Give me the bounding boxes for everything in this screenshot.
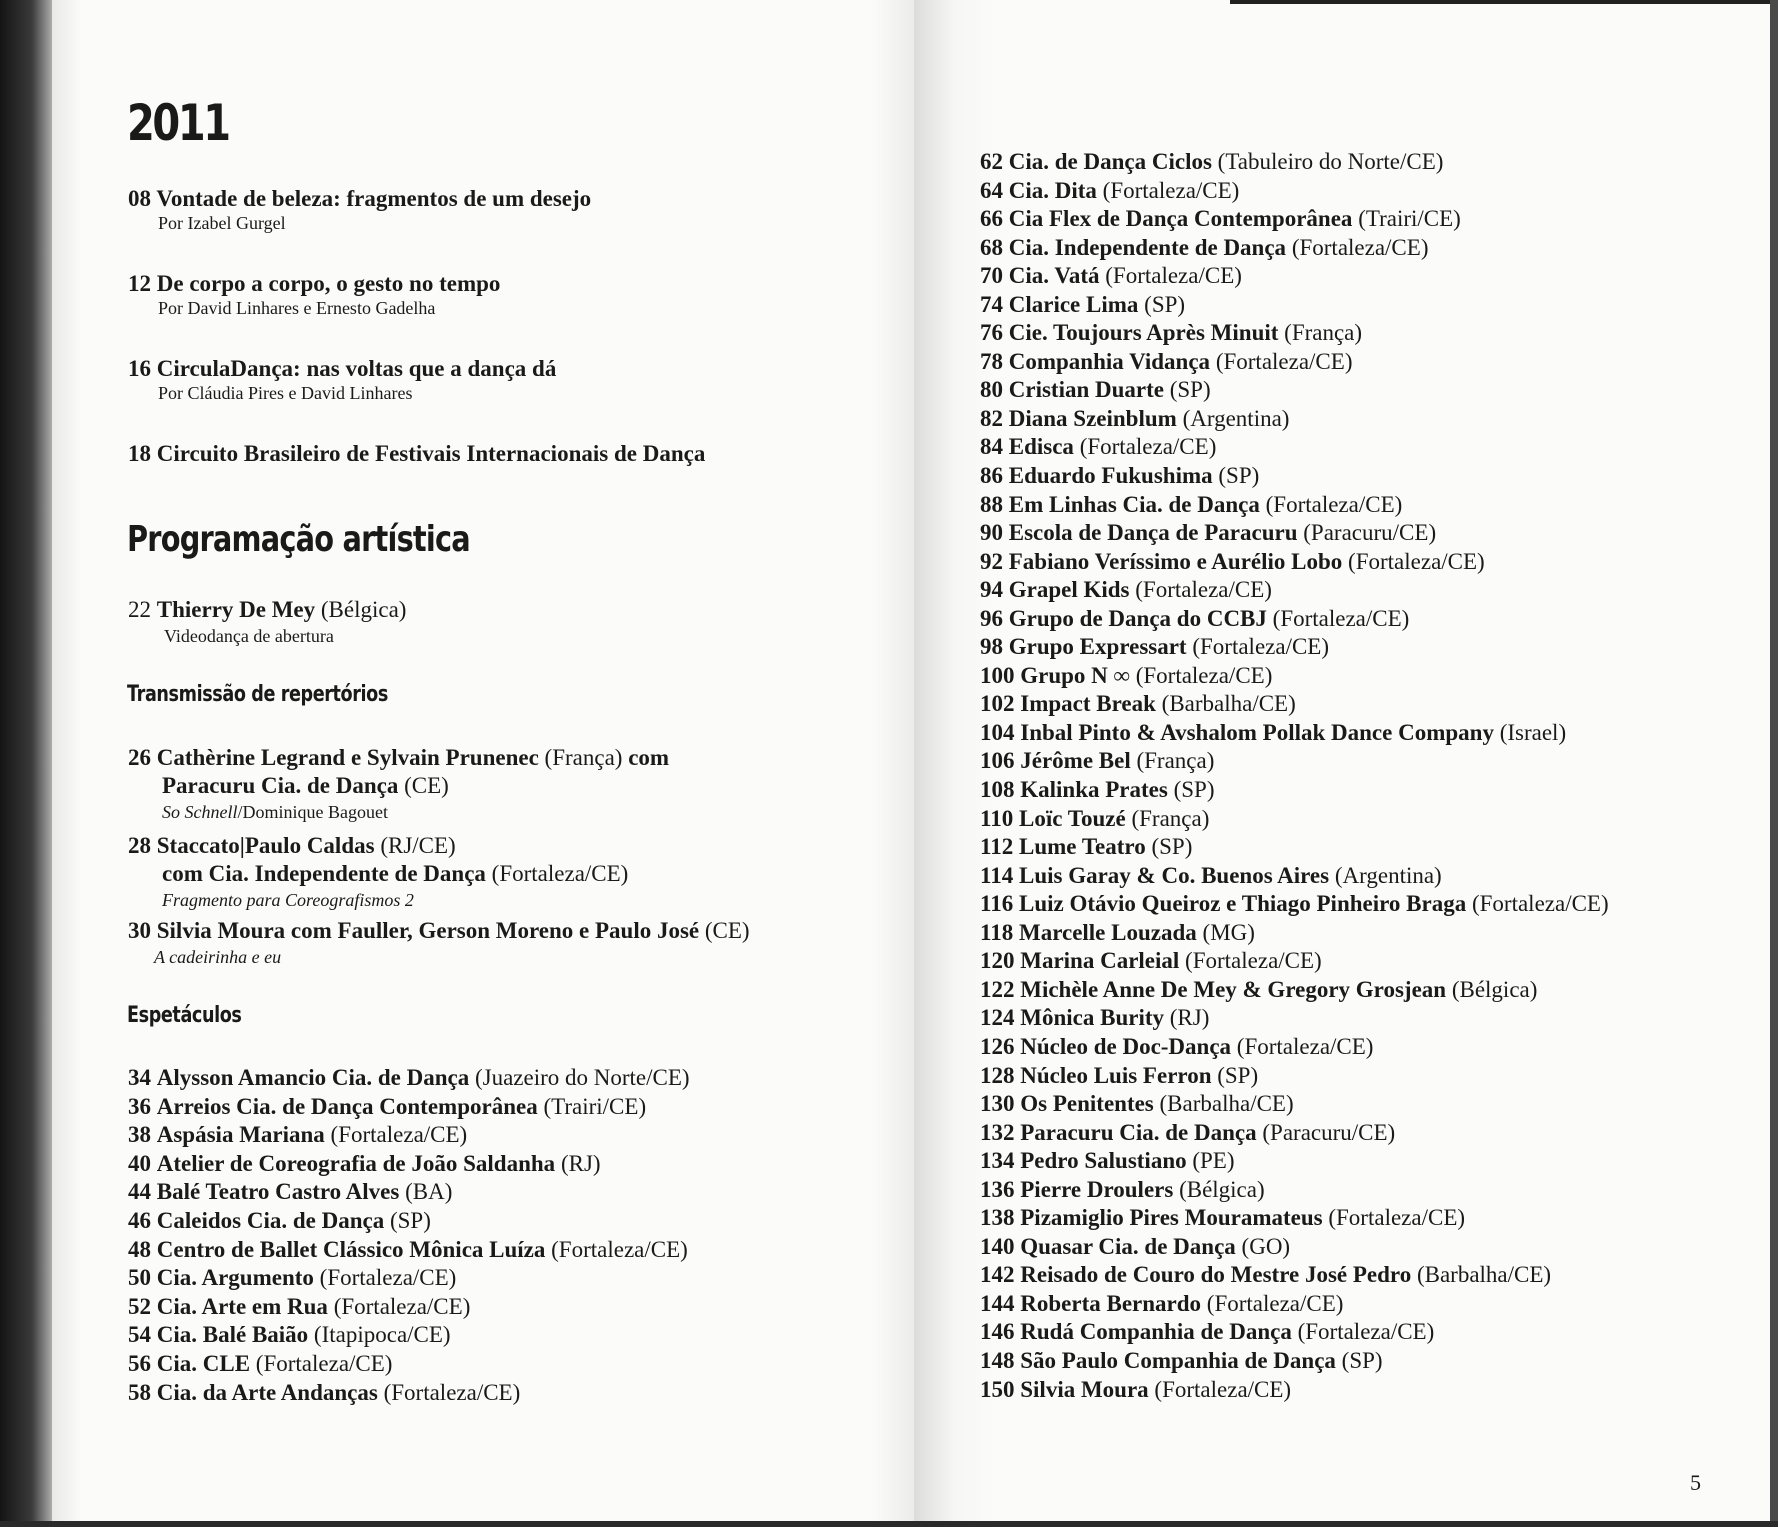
item-location: (Fortaleza/CE) [1185, 948, 1322, 974]
item-page-number: 116 [980, 891, 1014, 917]
performance-list-item [980, 1090, 1609, 1119]
item-location: (Fortaleza/CE) [1297, 1319, 1435, 1345]
item-company-name: Lume Teatro [1018, 834, 1146, 860]
article-entry [128, 440, 705, 468]
performance-list-item [980, 348, 1609, 377]
item-page-number: 122 [980, 976, 1015, 1002]
item-page-number: 104 [980, 719, 1015, 745]
item-location: (SP) [389, 1207, 431, 1233]
item-location: (BA) [405, 1179, 453, 1205]
item-page-number: 58 [128, 1379, 151, 1405]
item-company-name: Cristian Duarte [1008, 377, 1164, 403]
item-company-name: Fabiano Veríssimo e Aurélio Lobo [1008, 548, 1343, 574]
item-location: (Fortaleza/CE) [319, 1265, 457, 1291]
item-location: (GO) [1241, 1233, 1291, 1259]
performance-list-item [980, 1119, 1609, 1148]
performance-list-item [980, 833, 1609, 862]
performances-list-right [980, 148, 1609, 1404]
item-company-name: Caleidos Cia. de Dança [156, 1207, 385, 1233]
item-page-number: 84 [980, 434, 1003, 460]
item-company-name: Quasar Cia. de Dança [1020, 1233, 1236, 1259]
article-title: 08 Vontade de beleza: fragmentos de um desejo [128, 186, 592, 211]
repertoire-entry: 26 Cathèrine Legrand e Sylvain Prunenec (França) com Paracuru Cia. de Dança (CE) So Schnell/Dominique Bagouet [128, 745, 670, 822]
item-location: (Bélgica) [1179, 1176, 1265, 1202]
item-location: (MG) [1202, 919, 1255, 945]
performance-list-item [980, 662, 1609, 691]
item-page-number: 78 [980, 348, 1003, 374]
item-location: (França) [1284, 320, 1363, 346]
performance-list-item [128, 1207, 690, 1236]
item-company-name: Edisca [1008, 434, 1074, 460]
item-location: (Fortaleza/CE) [1236, 1033, 1374, 1059]
item-page-number: 40 [128, 1150, 151, 1176]
item-page-number: 98 [980, 634, 1003, 660]
performance-list-item [980, 1290, 1609, 1319]
item-location: (Paracuru/CE) [1262, 1119, 1396, 1145]
performance-list-item [128, 1093, 690, 1122]
page-number: 5 [1690, 1470, 1701, 1495]
performance-list-item [128, 1379, 690, 1408]
item-company-name: Aspásia Mariana [156, 1122, 325, 1148]
performance-list-item [980, 1204, 1609, 1233]
item-location: (SP) [1173, 777, 1215, 803]
performance-list-item [980, 177, 1609, 206]
performance-list-item [980, 776, 1609, 805]
item-page-number: 54 [128, 1322, 151, 1348]
item-company-name: Grupo N ∞ [1020, 662, 1130, 688]
item-location: (Fortaleza/CE) [1215, 348, 1353, 374]
performance-list-item [980, 519, 1609, 548]
item-company-name: Loïc Touzé [1018, 805, 1126, 831]
performance-list-item [980, 1176, 1609, 1205]
item-page-number: 134 [980, 1148, 1015, 1174]
item-location: (SP) [1169, 377, 1211, 403]
item-company-name: Cia. Dita [1008, 177, 1097, 203]
item-company-name: Clarice Lima [1008, 291, 1139, 317]
item-location: (Fortaleza/CE) [1154, 1376, 1292, 1402]
item-location: (Fortaleza/CE) [383, 1379, 521, 1405]
item-company-name: Silvia Moura [1020, 1376, 1149, 1402]
item-location: (Fortaleza/CE) [1135, 577, 1272, 603]
performance-list-item [128, 1321, 690, 1350]
item-page-number: 56 [128, 1350, 151, 1376]
item-company-name: Roberta Bernardo [1020, 1290, 1202, 1316]
item-company-name: Cia. Balé Baião [156, 1322, 309, 1348]
item-company-name: Arreios Cia. de Dança Contemporânea [156, 1093, 538, 1119]
item-page-number: 114 [980, 862, 1014, 888]
performance-list-item [128, 1264, 690, 1293]
performance-list-item [980, 1062, 1609, 1091]
item-company-name: Centro de Ballet Clássico Mônica Luíza [156, 1236, 546, 1262]
item-location: (Fortaleza/CE) [1135, 662, 1273, 688]
performance-list-item [980, 747, 1609, 776]
item-location: (Fortaleza/CE) [255, 1350, 393, 1376]
item-company-name: Núcleo de Doc-Dança [1020, 1033, 1232, 1059]
year-heading: 2011 [127, 94, 229, 152]
item-company-name: Grupo de Dança do CCBJ [1008, 605, 1267, 631]
item-company-name: São Paulo Companhia de Dança [1020, 1347, 1336, 1373]
article-author: Por Izabel Gurgel [158, 212, 286, 233]
performance-list-item [980, 862, 1609, 891]
article-title: 18 Circuito Brasileiro de Festivais Internacionais de Dança [128, 441, 706, 466]
item-location: (Trairi/CE) [1358, 206, 1461, 232]
repertoire-entry: 30 Silvia Moura com Fauller, Gerson Moreno e Paulo José (CE) A cadeirinha e eu [128, 918, 750, 967]
right-edge-shadow [1770, 0, 1778, 1527]
performance-list-item [980, 262, 1609, 291]
section-heading-programacao: Programação artística [127, 519, 470, 560]
performance-list-item [980, 291, 1609, 320]
item-location: (RJ) [560, 1150, 601, 1176]
opening-entry: 22 Thierry De Mey (Bélgica) Videodança de abertura [128, 597, 407, 646]
performance-list-item [980, 633, 1609, 662]
item-page-number: 108 [980, 777, 1015, 803]
performance-list-item [980, 462, 1609, 491]
item-page-number: 138 [980, 1205, 1015, 1231]
item-location: (Argentina) [1182, 405, 1290, 431]
item-company-name: Cia. Argumento [156, 1265, 314, 1291]
item-page-number: 52 [128, 1293, 151, 1319]
item-location: (SP) [1217, 1062, 1259, 1088]
item-page-number: 120 [980, 948, 1015, 974]
item-page-number: 142 [980, 1262, 1015, 1288]
item-page-number: 50 [128, 1265, 151, 1291]
performance-list-item [980, 548, 1609, 577]
item-location: (SP) [1151, 834, 1193, 860]
subsection-heading-espetaculos: Espetáculos [127, 1003, 242, 1028]
item-location: (RJ) [1169, 1005, 1210, 1031]
item-page-number: 128 [980, 1062, 1015, 1088]
item-company-name: Michèle Anne De Mey & Gregory Grosjean [1020, 976, 1447, 1002]
item-location: (Fortaleza/CE) [1272, 605, 1410, 631]
item-page-number: 112 [980, 834, 1014, 860]
item-page-number: 100 [980, 662, 1015, 688]
item-location: (Fortaleza/CE) [1291, 234, 1429, 260]
item-location: (Tabuleiro do Norte/CE) [1217, 149, 1444, 174]
item-page-number: 88 [980, 491, 1003, 517]
item-page-number: 86 [980, 463, 1003, 489]
item-page-number: 124 [980, 1005, 1015, 1031]
top-edge-shadow [1230, 0, 1778, 4]
item-company-name: Jérôme Bel [1020, 748, 1131, 774]
item-location: (Barbalha/CE) [1416, 1262, 1552, 1288]
item-page-number: 148 [980, 1347, 1015, 1373]
item-page-number: 70 [980, 263, 1003, 289]
item-company-name: Balé Teatro Castro Alves [156, 1179, 400, 1205]
item-company-name: Diana Szeinblum [1008, 405, 1177, 431]
item-page-number: 80 [980, 377, 1003, 403]
item-location: (PE) [1192, 1148, 1235, 1174]
item-page-number: 90 [980, 520, 1003, 546]
item-page-number: 66 [980, 206, 1003, 232]
item-location: (Paracuru/CE) [1303, 520, 1437, 546]
item-page-number: 126 [980, 1033, 1015, 1059]
item-page-number: 46 [128, 1207, 151, 1233]
performance-list-item [980, 1033, 1609, 1062]
item-company-name: Luiz Otávio Queiroz e Thiago Pinheiro Braga [1018, 891, 1467, 917]
item-page-number: 48 [128, 1236, 151, 1262]
item-company-name: Os Penitentes [1020, 1091, 1154, 1117]
item-company-name: Cia. Independente de Dança [1008, 234, 1287, 260]
item-page-number: 110 [980, 805, 1014, 831]
item-company-name: Grupo Expressart [1008, 634, 1187, 660]
item-page-number: 62 [980, 149, 1003, 174]
item-company-name: Cia. de Dança Ciclos [1008, 149, 1212, 174]
item-location: (Fortaleza/CE) [1102, 177, 1240, 203]
article-entry [128, 355, 556, 404]
performance-list-item [128, 1064, 690, 1093]
item-company-name: Cia Flex de Dança Contemporânea [1008, 206, 1353, 232]
item-company-name: Cie. Toujours Après Minuit [1008, 320, 1279, 346]
item-company-name: Marina Carleial [1020, 948, 1180, 974]
item-page-number: 144 [980, 1290, 1015, 1316]
item-company-name: Luis Garay & Co. Buenos Aires [1018, 862, 1330, 888]
subsection-heading-transmissao: Transmissão de repertórios [127, 682, 388, 707]
performance-list-item [980, 1261, 1609, 1290]
item-page-number: 44 [128, 1179, 151, 1205]
item-page-number: 136 [980, 1176, 1015, 1202]
performance-list-item [980, 205, 1609, 234]
item-company-name: Companhia Vidança [1008, 348, 1211, 374]
bottom-edge-shadow [0, 1521, 1778, 1527]
item-company-name: Rudá Companhia de Dança [1020, 1319, 1292, 1345]
item-location: (Fortaleza/CE) [1328, 1205, 1466, 1231]
item-company-name: Núcleo Luis Ferron [1020, 1062, 1212, 1088]
item-company-name: Atelier de Coreografia de João Saldanha [156, 1150, 556, 1176]
article-entry [128, 185, 591, 234]
item-page-number: 132 [980, 1119, 1015, 1145]
item-location: (Fortaleza/CE) [1192, 634, 1330, 660]
item-page-number: 92 [980, 548, 1003, 574]
performance-list-item [980, 976, 1609, 1005]
item-location: (Juazeiro do Norte/CE) [474, 1065, 690, 1090]
item-company-name: Kalinka Prates [1020, 777, 1168, 803]
item-page-number: 140 [980, 1233, 1015, 1259]
item-company-name: Cia. Arte em Rua [156, 1293, 328, 1319]
item-location: (Trairi/CE) [543, 1093, 647, 1119]
performance-list-item [128, 1178, 690, 1207]
item-location: (França) [1136, 748, 1215, 774]
performances-list-left [128, 1064, 690, 1407]
item-company-name: Pierre Droulers [1020, 1176, 1174, 1202]
item-page-number: 94 [980, 577, 1003, 603]
item-page-number: 38 [128, 1122, 151, 1148]
item-company-name: Pedro Salustiano [1020, 1148, 1187, 1174]
item-company-name: Em Linhas Cia. de Dança [1008, 491, 1260, 517]
item-company-name: Cia. da Arte Andanças [156, 1379, 378, 1405]
item-location: (Fortaleza/CE) [1206, 1290, 1344, 1316]
item-location: (Fortaleza/CE) [1348, 548, 1485, 574]
performance-list-item [980, 1376, 1609, 1405]
item-location: (Argentina) [1334, 862, 1442, 888]
performance-list-item [980, 1147, 1609, 1176]
item-page-number: 150 [980, 1376, 1015, 1402]
repertoire-entry: 28 Staccato|Paulo Caldas (RJ/CE) com Cia. Independente de Dança (Fortaleza/CE) Fragmento para Coreografismos 2 [128, 833, 629, 910]
item-location: (Fortaleza/CE) [1471, 891, 1609, 917]
article-entry [128, 270, 500, 319]
item-company-name: Escola de Dança de Paracuru [1008, 520, 1298, 546]
article-title: 12 De corpo a corpo, o gesto no tempo [128, 271, 501, 296]
performance-list-item [980, 433, 1609, 462]
performance-list-item [980, 1347, 1609, 1376]
item-location: (França) [1131, 805, 1210, 831]
performance-list-item [128, 1121, 690, 1150]
item-location: (Fortaleza/CE) [1079, 434, 1217, 460]
item-location: (Fortaleza/CE) [551, 1236, 688, 1262]
item-location: (Itapipoca/CE) [313, 1322, 451, 1348]
item-company-name: Mônica Burity [1020, 1005, 1164, 1031]
performance-list-item [128, 1150, 690, 1179]
performance-list-item [980, 234, 1609, 263]
item-page-number: 74 [980, 291, 1003, 317]
performance-list-item [980, 719, 1609, 748]
item-page-number: 130 [980, 1091, 1015, 1117]
performance-list-item [980, 919, 1609, 948]
item-location: (Barbalha/CE) [1159, 1091, 1294, 1117]
article-author: Por Cláudia Pires e David Linhares [158, 382, 413, 403]
performance-list-item [980, 690, 1609, 719]
item-company-name: Alysson Amancio Cia. de Dança [156, 1065, 470, 1090]
performance-list-item [980, 491, 1609, 520]
performance-list-item [980, 605, 1609, 634]
performance-list-item [128, 1293, 690, 1322]
performance-list-item [980, 405, 1609, 434]
item-company-name: Paracuru Cia. de Dança [1020, 1119, 1257, 1145]
item-location: (Fortaleza/CE) [333, 1293, 471, 1319]
item-company-name: Inbal Pinto & Avshalom Pollak Dance Company [1020, 719, 1494, 745]
item-company-name: Pizamiglio Pires Mouramateus [1020, 1205, 1323, 1231]
article-title: 16 CirculaDança: nas voltas que a dança dá [128, 356, 557, 381]
item-page-number: 76 [980, 320, 1003, 346]
performance-list-item [980, 576, 1609, 605]
book-spine-shadow [0, 0, 58, 1527]
item-page-number: 102 [980, 691, 1015, 717]
performance-list-item [980, 376, 1609, 405]
item-location: (Fortaleza/CE) [330, 1122, 468, 1148]
performance-list-item [980, 1233, 1609, 1262]
performance-list-item [128, 1350, 690, 1379]
item-location: (SP) [1218, 463, 1260, 489]
item-company-name: Cia. CLE [156, 1350, 251, 1376]
item-page-number: 106 [980, 748, 1015, 774]
item-location: (Israel) [1499, 719, 1567, 745]
performance-list-item [980, 1318, 1609, 1347]
performance-list-item [128, 1236, 690, 1265]
item-page-number: 36 [128, 1093, 151, 1119]
item-page-number: 64 [980, 177, 1003, 203]
performance-list-item [980, 890, 1609, 919]
item-location: (SP) [1341, 1347, 1383, 1373]
item-page-number: 118 [980, 919, 1014, 945]
item-location: (Fortaleza/CE) [1105, 263, 1242, 289]
item-company-name: Impact Break [1020, 691, 1156, 717]
item-location: (Bélgica) [1451, 976, 1538, 1002]
item-company-name: Cia. Vatá [1008, 263, 1100, 289]
item-location: (SP) [1144, 291, 1186, 317]
performance-list-item [980, 947, 1609, 976]
performance-list-item [980, 148, 1609, 177]
performance-list-item [980, 319, 1609, 348]
item-page-number: 146 [980, 1319, 1015, 1345]
item-location: (Fortaleza/CE) [1265, 491, 1403, 517]
article-author: Por David Linhares e Ernesto Gadelha [158, 297, 436, 318]
item-company-name: Grapel Kids [1008, 577, 1130, 603]
item-company-name: Marcelle Louzada [1018, 919, 1197, 945]
performance-list-item [980, 1004, 1609, 1033]
item-page-number: 96 [980, 605, 1003, 631]
item-page-number: 34 [128, 1065, 151, 1090]
item-company-name: Reisado de Couro do Mestre José Pedro [1020, 1262, 1412, 1288]
item-location: (Barbalha/CE) [1161, 691, 1296, 717]
performance-list-item [980, 805, 1609, 834]
item-page-number: 68 [980, 234, 1003, 260]
item-page-number: 82 [980, 405, 1003, 431]
item-company-name: Eduardo Fukushima [1008, 463, 1213, 489]
